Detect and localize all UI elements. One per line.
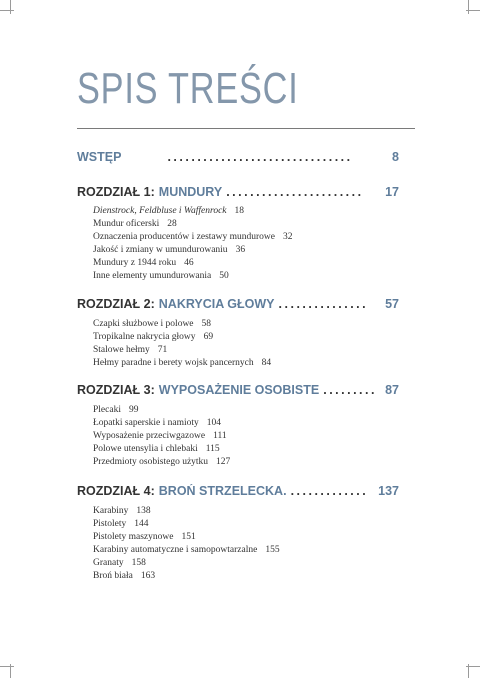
chapter-page: 57 — [385, 297, 399, 311]
chapter-title: WYPOSAŻENIE OSOBISTE — [158, 383, 320, 397]
toc-entry[interactable] — [93, 231, 293, 244]
entry-title: Tropikalne nakrycia głowy — [93, 332, 196, 342]
leader-dots: ....................... — [226, 185, 364, 199]
entry-title: Karabiny automatyczne i samopowtarzalne — [93, 545, 258, 555]
leader-dots: ............................... — [167, 150, 353, 164]
entry-title: Oznaczenia producentów i zestawy mundurowe — [93, 232, 276, 242]
toc-entry[interactable] — [93, 443, 230, 456]
entry-page: 127 — [216, 457, 231, 467]
entry-page: 111 — [213, 431, 227, 441]
chapter-label: ROZDZIAŁ 4: — [77, 484, 155, 498]
toc-entry[interactable] — [93, 218, 293, 231]
entry-page: 144 — [134, 519, 149, 529]
toc-entry[interactable] — [93, 344, 271, 357]
entry-page: 151 — [181, 532, 196, 542]
toc-entry[interactable] — [93, 570, 280, 583]
entry-page: 84 — [261, 358, 272, 368]
chapter-page: 17 — [385, 185, 399, 199]
entry-page: 71 — [157, 345, 168, 355]
chapter-2-entries — [93, 318, 271, 370]
entry-page: 138 — [136, 506, 151, 516]
entry-title: Mundury z 1944 roku — [93, 258, 177, 268]
intro-page: 8 — [392, 150, 399, 164]
page-title: SPIS TREŚCI — [77, 64, 299, 113]
entry-page: 18 — [234, 206, 244, 216]
chapter-4-entries — [93, 505, 280, 583]
title-divider — [77, 128, 415, 129]
crop-mark-right-top — [466, 10, 480, 11]
toc-entry[interactable] — [93, 205, 293, 218]
entry-title: Hełmy paradne i berety wojsk pancernych — [93, 358, 254, 368]
toc-entry[interactable] — [93, 544, 280, 557]
entry-title: Broń biała — [93, 571, 133, 581]
toc-entry[interactable] — [93, 257, 293, 270]
intro-label: WSTĘP — [77, 150, 122, 164]
leader-dots: ............... — [278, 297, 369, 311]
entry-page: 104 — [206, 418, 222, 428]
toc-entry[interactable] — [93, 404, 230, 417]
entry-title: Pistolety — [93, 519, 127, 529]
crop-mark-left-bottom — [0, 666, 14, 667]
leader-dots: ......... — [323, 383, 377, 397]
chapter-page: 87 — [385, 383, 399, 397]
chapter-label: ROZDZIAŁ 1: — [77, 185, 155, 199]
entry-page: 32 — [283, 232, 293, 242]
entry-title: Mundur oficerski — [93, 219, 160, 229]
toc-entry[interactable] — [93, 244, 293, 257]
chapter-label: ROZDZIAŁ 3: — [77, 383, 155, 397]
entry-page: 158 — [131, 558, 146, 568]
entry-page: 69 — [203, 332, 214, 342]
entry-page: 50 — [219, 271, 229, 281]
chapter-label: ROZDZIAŁ 2: — [77, 297, 155, 311]
toc-intro[interactable] — [77, 150, 399, 164]
entry-page: 115 — [205, 444, 220, 454]
entry-title: Przedmioty osobistego użytku — [93, 457, 209, 467]
toc-chapter-2[interactable] — [77, 297, 399, 311]
toc-entry[interactable] — [93, 557, 280, 570]
entry-title: Karabiny — [93, 506, 129, 516]
entry-page: 155 — [265, 545, 280, 555]
toc-entry[interactable] — [93, 505, 280, 518]
chapter-title: NAKRYCIA GŁOWY — [158, 297, 275, 311]
toc-entry[interactable] — [93, 531, 280, 544]
toc-entry[interactable] — [93, 318, 271, 331]
entry-page: 58 — [201, 319, 212, 329]
entry-title: Polowe utensylia i chlebaki — [93, 444, 198, 454]
entry-page: 163 — [140, 571, 156, 581]
entry-title: Plecaki — [93, 405, 121, 415]
entry-title: Czapki służbowe i polowe — [93, 319, 194, 329]
entry-title: Stalowe hełmy — [93, 345, 150, 355]
toc-entry[interactable] — [93, 417, 230, 430]
chapter-page: 137 — [378, 484, 399, 498]
entry-title: Łopatki saperskie i namioty — [93, 418, 199, 428]
entry-title: Pistolety maszynowe — [93, 532, 174, 542]
entry-page: 28 — [167, 219, 177, 229]
toc-chapter-4[interactable] — [77, 484, 399, 498]
toc-entry[interactable] — [93, 331, 271, 344]
toc-entry[interactable] — [93, 357, 271, 370]
entry-title: Dienstrock, Feldbluse i Waffenrock — [93, 206, 227, 216]
entry-page: 46 — [184, 258, 194, 268]
toc-chapter-3[interactable] — [77, 383, 399, 397]
entry-title: Granaty — [93, 558, 124, 568]
entry-title: Jakość i zmiany w umundurowaniu — [93, 245, 228, 255]
toc-entry[interactable] — [93, 518, 280, 531]
toc-chapter-1[interactable] — [77, 185, 399, 199]
toc-entry[interactable] — [93, 270, 293, 283]
toc-entry[interactable] — [93, 430, 230, 443]
toc-entry[interactable] — [93, 456, 230, 469]
chapter-3-entries — [93, 404, 230, 469]
leader-dots: ............. — [290, 484, 369, 498]
crop-mark-right-bottom — [466, 666, 480, 667]
crop-mark-top-right — [468, 0, 469, 14]
crop-mark-left-top — [0, 10, 14, 11]
crop-mark-top-left — [10, 0, 11, 14]
entry-title: Inne elementy umundurowania — [93, 271, 212, 281]
chapter-1-entries — [93, 205, 293, 283]
entry-page: 36 — [235, 245, 246, 255]
chapter-title: MUNDURY — [158, 185, 223, 199]
entry-page: 99 — [128, 405, 139, 415]
entry-title: Wyposażenie przeciwgazowe — [93, 431, 206, 441]
chapter-title: BROŃ STRZELECKA. — [158, 484, 287, 498]
